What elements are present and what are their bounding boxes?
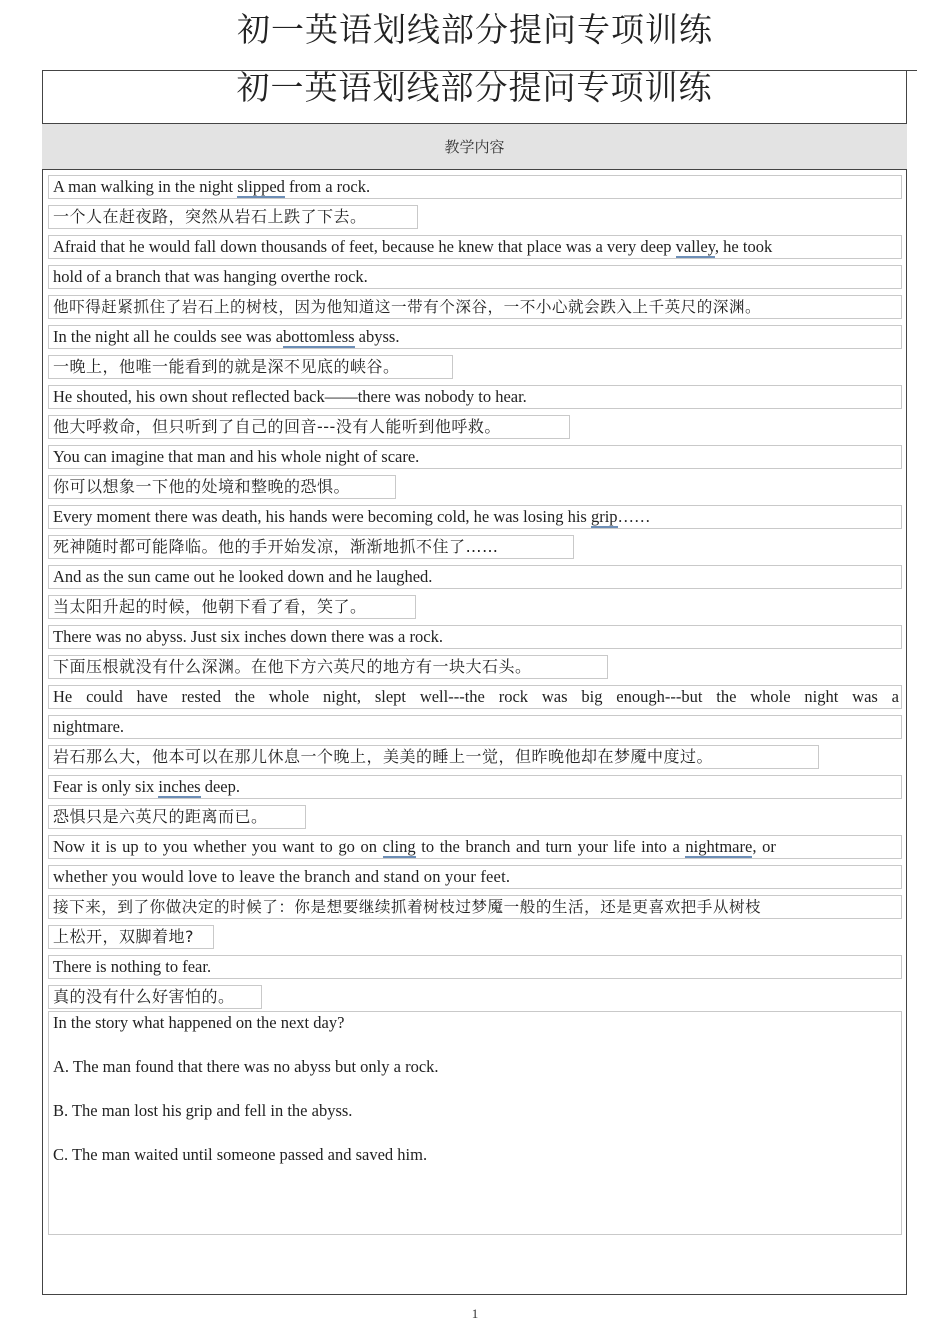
lesson-content — [48, 175, 902, 1235]
sentence-line-7: And as the sun came out he looked down and he laughed. — [48, 565, 902, 589]
table-title-row — [42, 70, 907, 124]
sentence-line-9-cont: nightmare. — [48, 715, 902, 739]
underlined-word: grip — [590, 507, 618, 526]
sentence-line-2: Afraid that he would fall down thousands of feet, because he knew that place was a very deep valley, he took — [48, 235, 902, 259]
sentence-line-1: A man walking in the night slipped from a rock. — [48, 175, 902, 199]
table-title: 初一英语划线部分提问专项训练 — [236, 70, 713, 107]
document-title: 初一英语划线部分提问专项训练 — [237, 10, 713, 49]
translation-line-8: 下面压根就没有什么深渊。在他下方六英尺的地方有一块大石头。 — [48, 655, 608, 679]
underlined-word: bottomless — [283, 327, 355, 346]
sentence-line-4: He shouted, his own shout reflected back——there was nobody to hear. — [48, 385, 902, 409]
sentence-line-8: There was no abyss. Just six inches down there was a rock. — [48, 625, 902, 649]
translation-line-11: 接下来，到了你做决定的时候了：你是想要继续抓着树枝过梦魇一般的生活，还是更喜欢把手从树枝 — [48, 895, 902, 919]
translation-line-1: 一个人在赶夜路，突然从岩石上跌了下去。 — [48, 205, 418, 229]
underlined-word: slipped — [237, 177, 285, 196]
question-box — [48, 1011, 902, 1235]
option-b: B. The man lost his grip and fell in the abyss. — [53, 1101, 353, 1120]
page-number: 1 — [471, 1306, 479, 1321]
sentence-line-12: There is nothing to fear. — [48, 955, 902, 979]
translation-line-12: 真的没有什么好害怕的。 — [48, 985, 262, 1009]
translation-line-5: 你可以想象一下他的处境和整晚的恐惧。 — [48, 475, 396, 499]
sentence-line-11: Now it is up to you whether you want to go on cling to the branch and turn your life into a nightmare, or — [48, 835, 902, 859]
sentence-line-6: Every moment there was death, his hands were becoming cold, he was losing his grip…… — [48, 505, 902, 529]
table-header: 教学内容 — [42, 124, 907, 170]
translation-line-3: 一晚上，他唯一能看到的就是深不见底的峡谷。 — [48, 355, 453, 379]
translation-line-11-cont: 上松开，双脚着地? — [48, 925, 214, 949]
option-c: C. The man waited until someone passed and saved him. — [53, 1145, 428, 1164]
underlined-word: valley — [675, 237, 715, 256]
translation-line-6: 死神随时都可能降临。他的手开始发凉，渐渐地抓不住了…… — [48, 535, 574, 559]
translation-line-10: 恐惧只是六英尺的距离而已。 — [48, 805, 306, 829]
sentence-line-10: Fear is only six inches deep. — [48, 775, 902, 799]
translation-line-9: 岩石那么大，他本可以在那儿休息一个晚上，美美的睡上一觉，但昨晚他却在梦魇中度过。 — [48, 745, 819, 769]
translation-line-4: 他大呼救命，但只听到了自己的回音---没有人能听到他呼救。 — [48, 415, 570, 439]
question-stem: In the story what happened on the next day? — [53, 1013, 345, 1032]
sentence-line-9: He could have rested the whole night, slept well---the rock was big enough---but the whole night was a — [48, 685, 902, 709]
translation-line-7: 当太阳升起的时候，他朝下看了看，笑了。 — [48, 595, 416, 619]
option-a: A. The man found that there was no abyss but only a rock. — [53, 1057, 439, 1076]
underlined-word: cling — [382, 837, 416, 856]
underlined-word: nightmare — [685, 837, 753, 856]
underlined-word: inches — [158, 777, 201, 796]
translation-line-2: 他吓得赶紧抓住了岩石上的树枝，因为他知道这一带有个深谷，一不小心就会跌入上千英尺的深渊。 — [48, 295, 902, 319]
sentence-line-11-cont: whether you would love to leave the branch and stand on your feet. — [48, 865, 902, 889]
sentence-line-3: In the night all he coulds see was abottomless abyss. — [48, 325, 902, 349]
sentence-line-2-cont: hold of a branch that was hanging overthe rock. — [48, 265, 902, 289]
sentence-line-5: You can imagine that man and his whole night of scare. — [48, 445, 902, 469]
